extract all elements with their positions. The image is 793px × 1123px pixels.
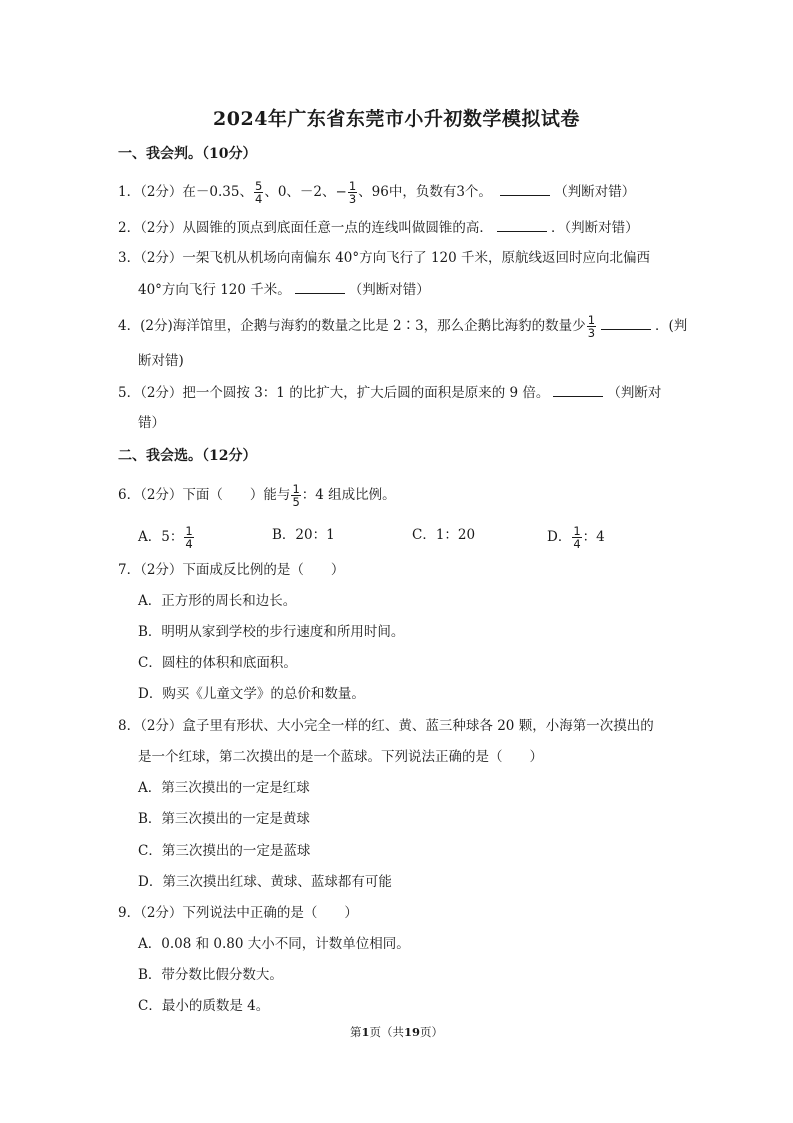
option-b: B．明明从家到学校的步行速度和所用时间。 xyxy=(138,624,405,640)
question-4-cont: 断对错) xyxy=(138,353,184,369)
question-3-cont: 40°方向飞行 120 千米。 （判断对错） xyxy=(138,279,430,300)
option-b: B．带分数比假分数大。 xyxy=(138,967,283,983)
question-9: 9．（2分）下列说法中正确的是（ ） xyxy=(118,905,358,921)
option-a: A．5： $\frac{1}{4}$ xyxy=(138,524,193,551)
page-title: 2024年广东省东莞市小升初数学模拟试卷 xyxy=(213,108,580,130)
fraction: $\frac{5}{4}$ xyxy=(255,179,263,206)
fraction: $\frac{1}{3}$ xyxy=(587,313,596,340)
option-c: C．1：20 xyxy=(412,527,476,543)
option-d: D．购买《儿童文学》的总价和数量。 xyxy=(138,686,365,702)
answer-blank[interactable] xyxy=(553,382,603,397)
option-a: A．第三次摸出的一定是红球 xyxy=(138,780,310,796)
question-8: 8．（2分）盒子里有形状、大小完全一样的红、黄、蓝三种球各 20 颗，小海第一次摸出的 xyxy=(118,718,654,734)
option-b: B．第三次摸出的一定是黄球 xyxy=(138,811,310,827)
answer-blank[interactable] xyxy=(500,181,550,196)
option-c: C．第三次摸出的一定是蓝球 xyxy=(138,843,311,859)
question-2: 2．（2分）从圆锥的顶点到底面任意一点的连线叫做圆锥的高． ．（判断对错） xyxy=(118,217,639,238)
question-7: 7．（2分）下面成反比例的是（ ） xyxy=(118,562,345,578)
question-5: 5．（2分）把一个圆按 3：1 的比扩大，扩大后圆的面积是原来的 9 倍。 （判断对 xyxy=(118,382,661,403)
option-d: D．第三次摸出红球、黄球、蓝球都有可能 xyxy=(138,874,392,890)
option-c: C．最小的质数是 4。 xyxy=(138,998,270,1014)
option-b: B．20：1 xyxy=(272,527,335,543)
section-2-heading: 二、我会选。（12分） xyxy=(118,448,257,464)
question-4: 4．(2分)海洋馆里，企鹅与海豹的数量之比是 2∶3，那么企鹅比海豹的数量少 $\frac{1}{3}$ ．(判 xyxy=(118,313,688,340)
question-1: 1．（2分）在－0.35、 $\frac{5}{4}$ 、0、－2、− $\frac{1}{3}$ 、96中，负数有3个。 （判断对错） xyxy=(118,179,636,206)
option-a: A．正方形的周长和边长。 xyxy=(138,593,297,609)
page-footer: 第1页（共19页） xyxy=(349,1025,444,1039)
fraction: $\frac{1}{4}$ xyxy=(573,524,581,551)
option-d: D． $\frac{1}{4}$ ：4 xyxy=(547,524,605,551)
fraction: $\frac{1}{3}$ xyxy=(348,179,357,206)
answer-blank[interactable] xyxy=(497,217,547,232)
answer-blank[interactable] xyxy=(601,315,651,330)
option-a: A．0.08 和 0.80 大小不同，计数单位相同。 xyxy=(138,936,410,952)
answer-blank[interactable] xyxy=(295,279,345,294)
question-6: 6．（2分）下面（ ）能与 $\frac{1}{5}$ ：4 组成比例。 xyxy=(118,482,396,509)
fraction: $\frac{1}{5}$ xyxy=(292,482,300,509)
question-3: 3．（2分）一架飞机从机场向南偏东 40°方向飞行了 120 千米，原航线返回时应向北偏西 xyxy=(118,250,650,266)
fraction: $\frac{1}{4}$ xyxy=(185,524,193,551)
option-c: C．圆柱的体积和底面积。 xyxy=(138,655,297,671)
question-8-cont: 是一个红球，第二次摸出的是一个蓝球。下列说法正确的是（ ） xyxy=(138,749,543,765)
section-1-heading: 一、我会判。（10分） xyxy=(118,146,257,162)
question-5-cont: 错） xyxy=(138,415,165,431)
